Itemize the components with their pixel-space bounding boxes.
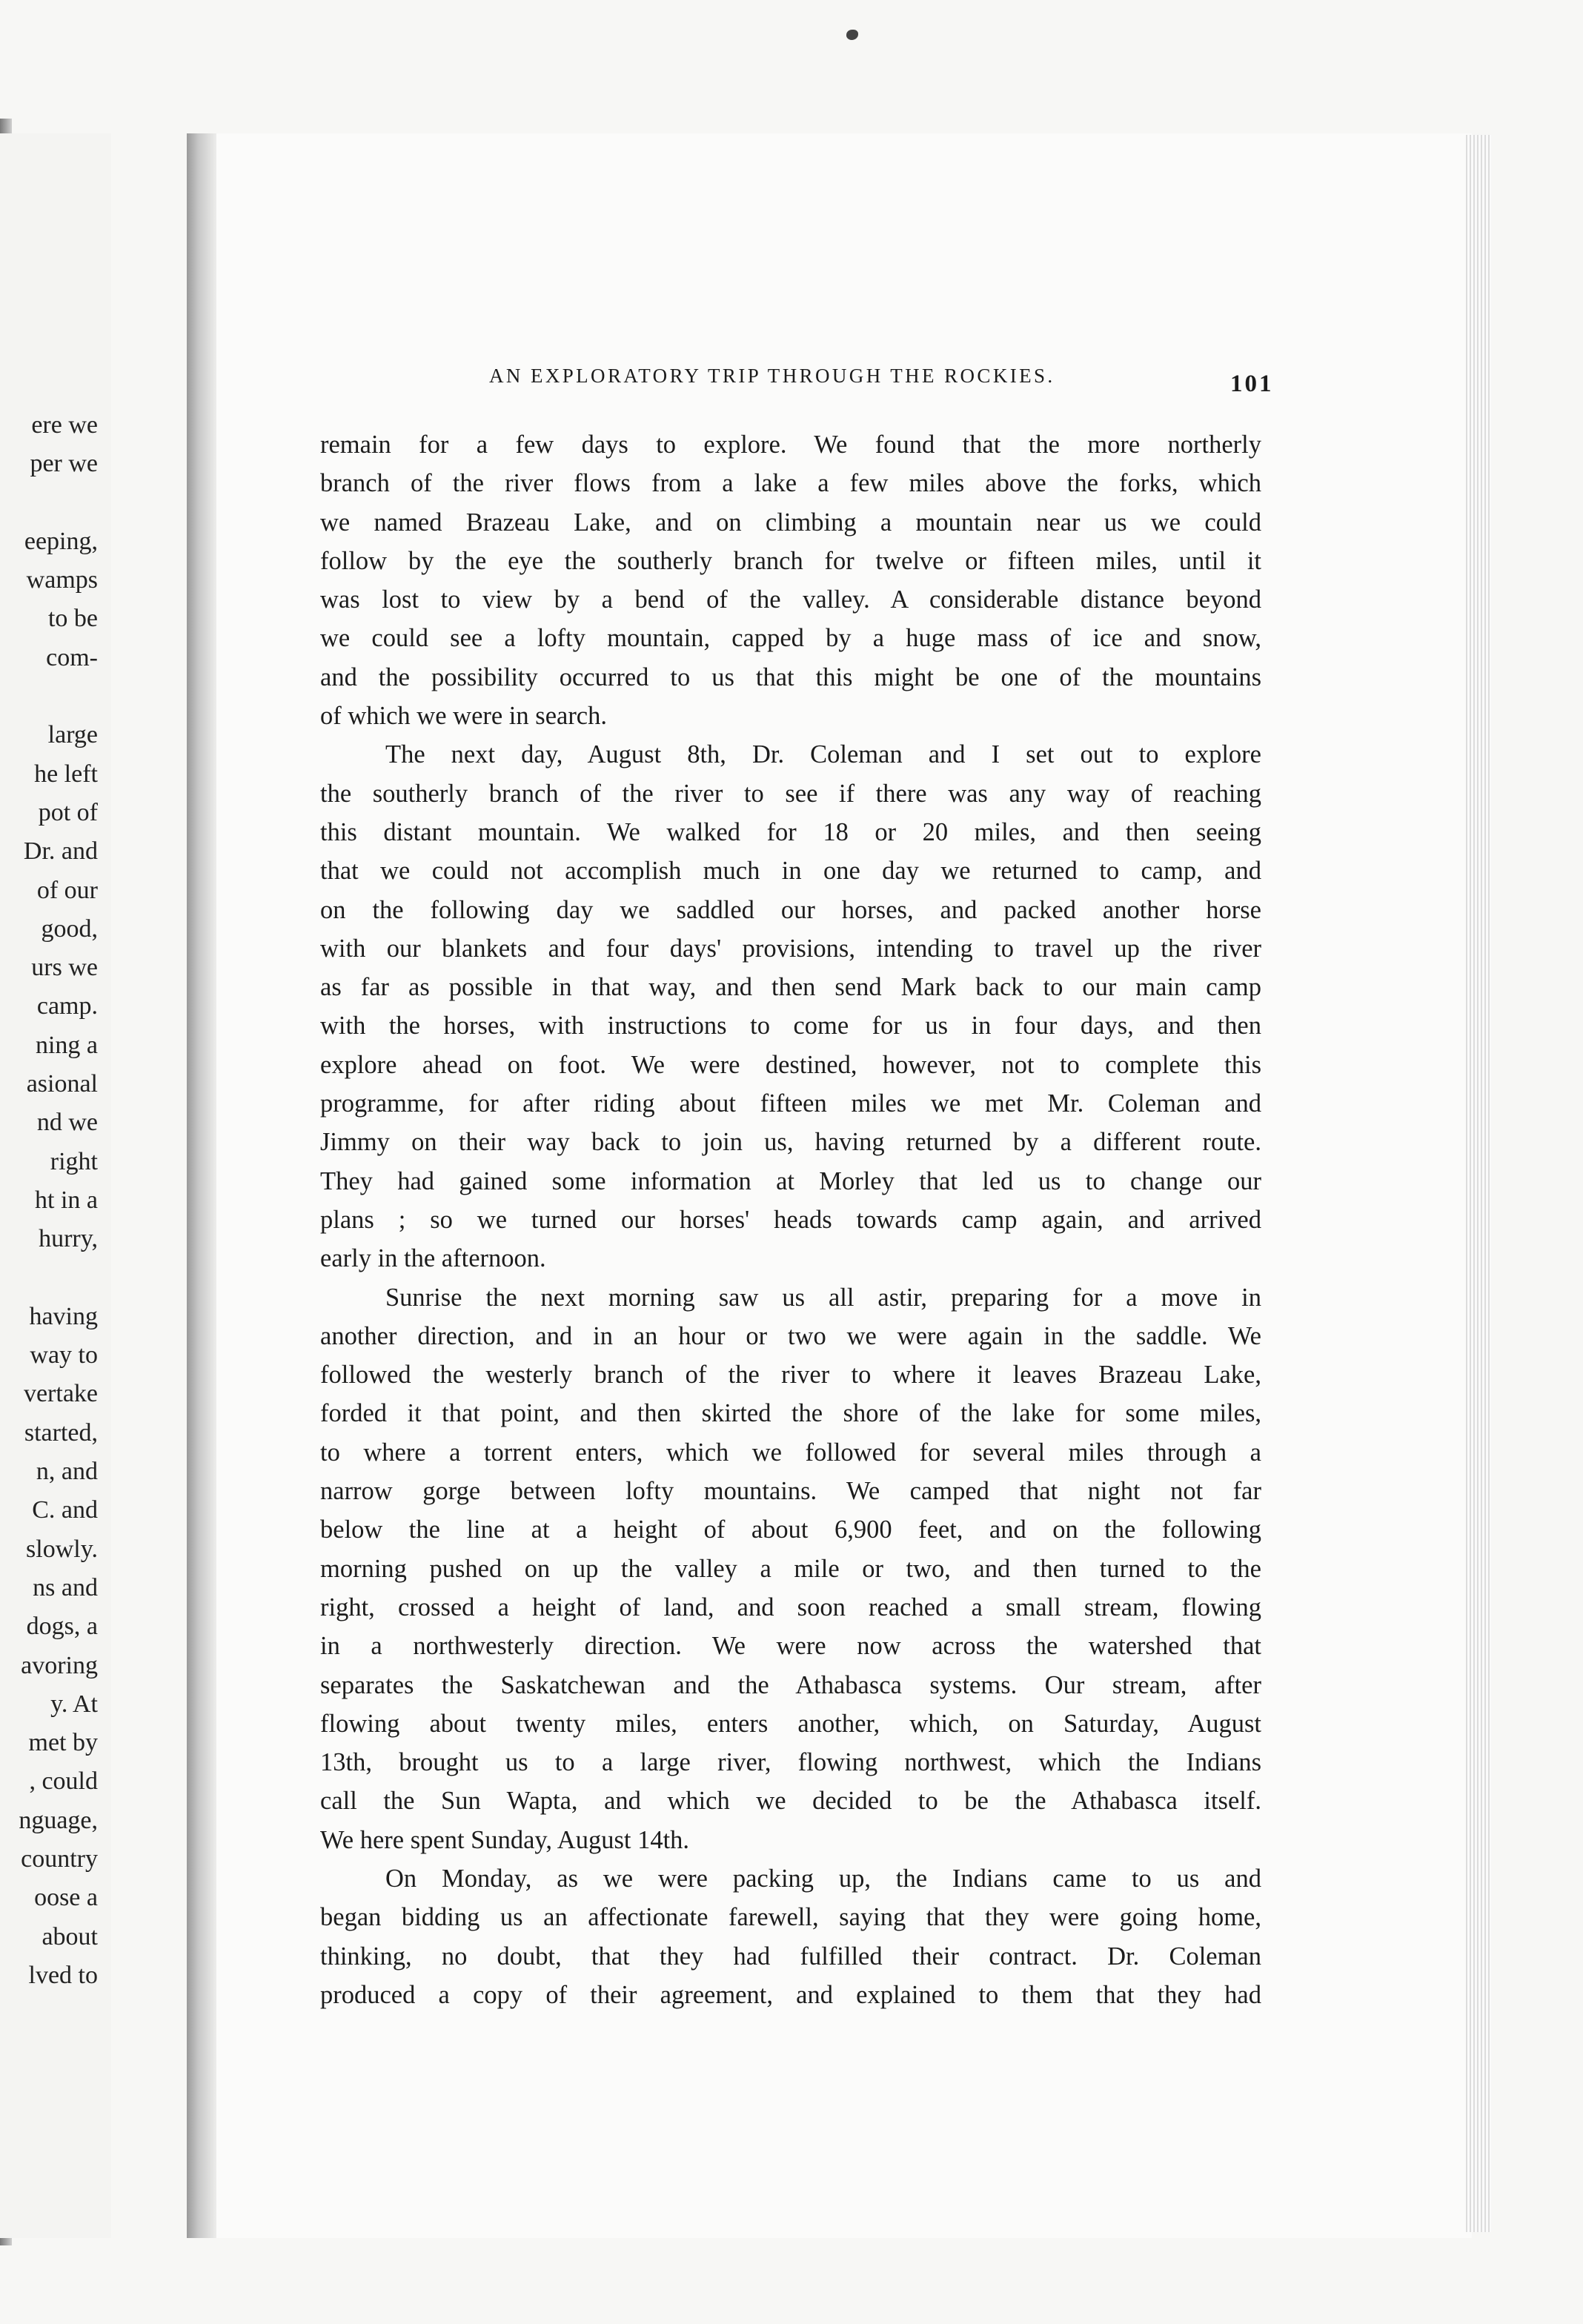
left-page-fragment: hurry, [39,1225,98,1253]
dust-speck [846,30,858,40]
text-line: plans ; so we turned our horses' heads towards camp again, and arrived [320,1205,1261,1234]
text-line: narrow gorge between lofty mountains. We camped that night not far [320,1477,1261,1506]
body-text [320,425,1261,2014]
left-page-fragment: nguage, [19,1806,98,1834]
paragraph [320,735,1261,1278]
book-spine-shadow [187,133,216,2238]
text-line: below the line at a height of about 6,900 feet, and on the following [320,1515,1261,1544]
left-page-fragment: way to [30,1341,98,1370]
text-line: They had gained some information at Morley that led us to change our [320,1166,1261,1195]
left-page-fragment: oose a [34,1884,98,1912]
left-page-fragment: country [21,1845,98,1873]
left-page-fragment: avoring [21,1651,98,1679]
text-line: programme, for after riding about fifteen miles we met Mr. Coleman and [320,1089,1261,1118]
left-page-fragment: started, [24,1418,98,1447]
page-number: 101 [1230,371,1274,397]
text-line: The next day, August 8th, Dr. Coleman and I set out to explore [385,740,1261,769]
left-page-fragment: pot of [38,798,98,826]
left-page-fragment [0,677,98,716]
text-line: another direction, and in an hour or two we were again in the saddle. We [320,1321,1261,1350]
text-line: and the possibility occurred to us that this might be one of the mountains [320,663,1261,691]
text-line: right, crossed a height of land, and soon reached a small stream, flowing [320,1593,1261,1621]
text-line: morning pushed on up the valley a mile or two, and then turned to the [320,1554,1261,1583]
left-page-fragment: asional [26,1070,98,1098]
left-page-fragment: met by [28,1729,98,1757]
text-line: early in the afternoon. [320,1244,546,1273]
left-page-fragment: com- [46,643,98,671]
left-page-fragment: y. At [50,1690,98,1718]
paragraph [320,1278,1261,1859]
left-page-fragment: per we [30,450,98,478]
text-line: remain for a few days to explore. We found that the more northerly [320,431,1261,459]
left-page-fragment: nd we [36,1109,98,1137]
text-line: was lost to view by a bend of the valley. A considerable distance beyond [320,585,1261,614]
left-page-fragment: camp. [36,992,98,1020]
text-line: Sunrise the next morning saw us all astir, preparing for a move in [385,1283,1261,1312]
left-page-fragment: , could [29,1767,98,1796]
text-line: we could see a lofty mountain, capped by a huge mass of ice and snow, [320,624,1261,653]
left-page-fragment: wamps [26,566,98,594]
left-page-fragment: n, and [36,1458,98,1486]
text-line: in a northwesterly direction. We were now across the watershed that [320,1632,1261,1661]
left-page-fragment: he left [34,760,98,788]
left-page-fragment: ns and [33,1573,98,1601]
text-line: 13th, brought us to a large river, flowing northwest, which the Indians [320,1748,1261,1777]
left-page-fragment: good, [41,914,98,943]
text-line: Jimmy on their way back to join us, having returned by a different route. [320,1128,1261,1157]
text-line: flowing about twenty miles, enters another, which, on Saturday, August [320,1709,1261,1738]
text-line: On Monday, as we were packing up, the Indians came to us and [385,1864,1261,1893]
paragraph [320,425,1261,735]
text-line: followed the westerly branch of the river to where it leaves Brazeau Lake, [320,1361,1261,1390]
left-page-text-fragments [0,406,98,1995]
text-line: this distant mountain. We walked for 18 or 20 miles, and then seeing [320,817,1261,846]
text-line: We here spent Sunday, August 14th. [320,1825,690,1854]
text-line: separates the Saskatchewan and the Athabasca systems. Our stream, after [320,1670,1261,1699]
text-line: to where a torrent enters, which we followed for several miles through a [320,1438,1261,1467]
left-page-fragment [0,484,98,522]
text-line: of which we were in search. [320,702,607,731]
left-page-fragment [0,1259,98,1298]
left-page-fragment: lved to [28,1961,98,1989]
text-line: the southerly branch of the river to see if there was any way of reaching [320,779,1261,808]
left-page-fragment: to be [47,605,98,633]
text-line: with the horses, with instructions to come for us in four days, and then [320,1012,1261,1040]
running-header: AN EXPLORATORY TRIP THROUGH THE ROCKIES. [489,365,1055,387]
left-page-fragment: eeping, [24,527,98,555]
text-line: explore ahead on foot. We were destined, however, not to complete this [320,1050,1261,1079]
text-line: began bidding us an affectionate farewell, saying that they were going home, [320,1903,1261,1932]
left-page-fragment: urs we [31,954,98,982]
left-page-fragment: ere we [31,411,98,439]
left-page-fragment: ht in a [35,1186,98,1214]
page-edges [1466,135,1491,2232]
left-page-fragment: Dr. and [23,837,98,866]
text-line: branch of the river flows from a lake a few miles above the forks, which [320,469,1261,498]
text-line: follow by the eye the southerly branch for twelve or fifteen miles, until it [320,546,1261,575]
text-line: call the Sun Wapta, and which we decided to be the Athabasca itself. [320,1787,1261,1816]
left-page-fragment: slowly. [26,1535,98,1563]
text-line: produced a copy of their agreement, and explained to them that they had [320,1980,1261,2009]
text-line: with our blankets and four days' provisions, intending to travel up the river [320,934,1261,963]
text-line: thinking, no doubt, that they had fulfilled their contract. Dr. Coleman [320,1942,1261,1971]
text-line: on the following day we saddled our horses, and packed another horse [320,895,1261,924]
text-line: we named Brazeau Lake, and on climbing a mountain near us we could [320,508,1261,537]
left-page-fragment: dogs, a [26,1613,98,1641]
left-page-fragment: of our [36,876,98,904]
text-line: that we could not accomplish much in one day we returned to camp, and [320,857,1261,886]
left-page-fragment: having [29,1302,98,1330]
left-page-fragment: right [50,1147,98,1175]
left-page-fragment: about [42,1922,98,1950]
text-line: as far as possible in that way, and then send Mark back to our main camp [320,973,1261,1002]
left-page-fragment: large [47,721,98,749]
text-line: forded it that point, and then skirted the shore of the lake for some miles, [320,1399,1261,1428]
left-page-fragment: ning a [35,1031,98,1059]
left-page-fragment: C. and [32,1496,98,1524]
paragraph [320,1859,1261,2014]
left-page-fragment: vertake [23,1380,98,1408]
